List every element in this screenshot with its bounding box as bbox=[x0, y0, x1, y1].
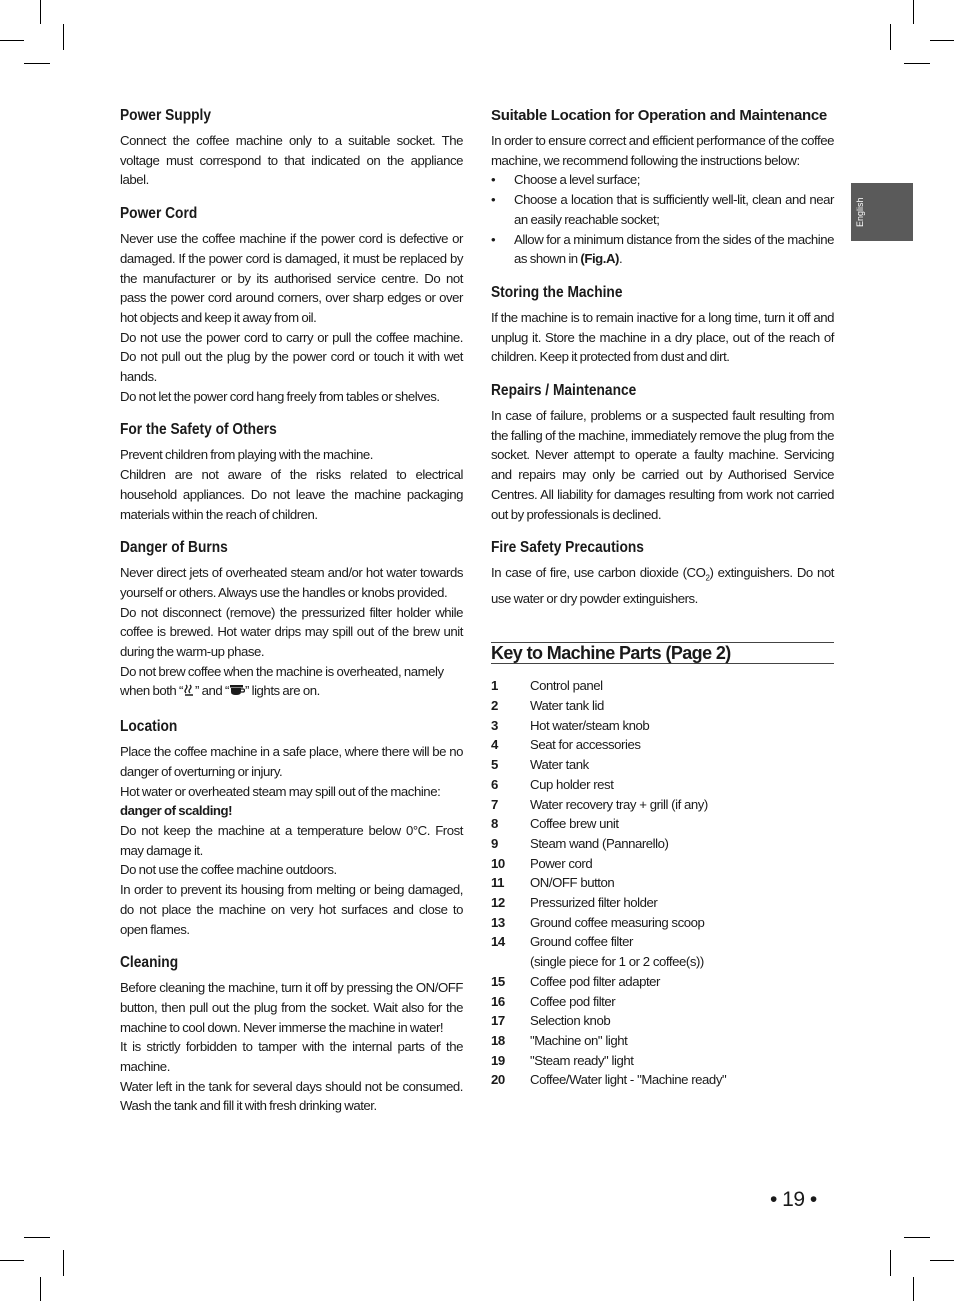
part-label: Control panel bbox=[530, 678, 603, 694]
heading-repairs: Repairs / Maintenance bbox=[491, 382, 637, 400]
part-number: 18 bbox=[491, 1032, 505, 1048]
section-power-supply bbox=[120, 106, 463, 190]
list-item bbox=[491, 873, 834, 893]
paragraph: Before cleaning the machine, turn it off by pressing the ON/OFF button, then pull out the plug from the socket. Wait also for the machine to cool down. Never immerse the machine in water! bbox=[120, 980, 463, 1035]
list-item bbox=[491, 795, 834, 815]
heading-power-cord: Power Cord bbox=[120, 205, 198, 223]
part-number: 5 bbox=[491, 757, 498, 773]
part-number: 7 bbox=[491, 796, 498, 812]
heading-safety-of-others: For the Safety of Others bbox=[120, 421, 277, 439]
left-column bbox=[120, 106, 463, 1130]
heading-location: Location bbox=[120, 718, 178, 736]
part-label: Pressurized filter holder bbox=[530, 895, 658, 911]
heading-fire-safety: Fire Safety Precautions bbox=[491, 539, 644, 557]
paragraph: Never use the coffee machine if the power cord is defective or damaged. If the power cord is damaged, it must be replaced by the manufacturer or by its authorised service centre. Do not pass the power cord around corners, over sharp edges or over hot objects and keep it away from oil. bbox=[120, 231, 463, 325]
language-tab-label: English bbox=[855, 197, 865, 227]
part-label: Coffee pod filter adapter bbox=[530, 973, 661, 989]
heading-storing: Storing the Machine bbox=[491, 283, 623, 301]
part-label: Water recovery tray + grill (if any) bbox=[530, 796, 708, 812]
co2-subscript: 2 bbox=[705, 573, 710, 583]
part-label: Ground coffee filter bbox=[530, 934, 633, 950]
part-label: Coffee/Water light - "Machine ready" bbox=[530, 1072, 727, 1088]
paragraph: Place the coffee machine in a safe place, where there will be no danger of overturning or injury. bbox=[120, 744, 463, 779]
part-label: Hot water/steam knob bbox=[530, 717, 650, 733]
paragraph: In order to prevent its housing from melting or being damaged, do not place the machine on very hot surfaces and close to open flames. bbox=[120, 882, 463, 937]
part-number: 9 bbox=[491, 835, 498, 851]
paragraph: Children are not aware of the risks related to electrical household appliances. Do not leave the machine packaging materials within the reach of children. bbox=[120, 467, 463, 522]
part-sublabel: (single piece for 1 or 2 coffee(s)) bbox=[530, 954, 704, 970]
list-item bbox=[491, 854, 834, 874]
list-item bbox=[491, 992, 834, 1012]
burns-text-after: ” lights are on. bbox=[244, 683, 320, 699]
paragraph: It is strictly forbidden to tamper with the internal parts of the machine. bbox=[120, 1039, 463, 1075]
part-number: 8 bbox=[491, 816, 498, 832]
section-cleaning bbox=[120, 953, 463, 1116]
heading-power-supply: Power Supply bbox=[120, 107, 211, 124]
section-safety-of-others bbox=[120, 420, 463, 524]
coffee-cup-icon bbox=[229, 683, 245, 703]
part-number: 4 bbox=[491, 737, 498, 753]
paragraph bbox=[491, 563, 834, 608]
part-label: Water tank bbox=[530, 757, 589, 773]
list-item bbox=[491, 932, 834, 952]
list-item bbox=[491, 834, 834, 854]
part-label: ON/OFF button bbox=[530, 875, 615, 891]
bullet-text-end: . bbox=[619, 251, 623, 267]
paragraph: Do not disconnect (remove) the pressurized filter holder while coffee is brewed. Hot water drips may spill out of the brew unit during the warm-up phase. bbox=[120, 604, 463, 660]
language-tab bbox=[851, 183, 913, 241]
list-item bbox=[491, 716, 834, 736]
heading-suitable-location: Suitable Location for Operation and Maintenance bbox=[491, 107, 827, 124]
part-number: 20 bbox=[491, 1072, 505, 1088]
part-number: 17 bbox=[491, 1013, 505, 1029]
list-item bbox=[491, 913, 834, 933]
list-item bbox=[491, 755, 834, 775]
list-item bbox=[491, 893, 834, 913]
fire-text-before: In case of fire, use carbon dioxide (CO bbox=[491, 565, 706, 581]
part-label: "Machine on" light bbox=[530, 1032, 628, 1048]
heading-danger-of-burns: Danger of Burns bbox=[120, 539, 228, 557]
part-number: 13 bbox=[491, 914, 505, 930]
location-bullet-list bbox=[491, 170, 834, 269]
part-number: 11 bbox=[491, 875, 505, 891]
paragraph: Prevent children from playing with the machine. bbox=[120, 447, 373, 463]
part-number: 1 bbox=[491, 678, 498, 694]
paragraph bbox=[120, 801, 463, 821]
part-label: "Steam ready" light bbox=[530, 1052, 634, 1068]
part-number: 12 bbox=[491, 895, 505, 911]
burns-text-middle: ” and “ bbox=[194, 683, 229, 699]
section-suitable-location bbox=[491, 106, 834, 269]
part-number: 14 bbox=[491, 934, 505, 950]
paragraph: Water left in the tank for several days should not be consumed. Wash the tank and fill it with fresh drinking water. bbox=[120, 1078, 463, 1114]
list-item bbox=[491, 1051, 834, 1071]
list-item bbox=[491, 1031, 834, 1051]
part-label: Coffee brew unit bbox=[530, 816, 619, 832]
right-column bbox=[491, 106, 834, 1090]
list-item bbox=[491, 775, 834, 795]
paragraph: Do not keep the machine at a temperature below 0°C. Frost may damage it. bbox=[120, 822, 463, 858]
paragraph: Do not use the power cord to carry or pull the coffee machine. Do not pull out the plug by the power cord or touch it with wet hands. bbox=[120, 329, 463, 385]
part-label: Selection knob bbox=[530, 1013, 611, 1029]
paragraph: If the machine is to remain inactive for a long time, turn it off and unplug it. Store the machine in a dry place, out of the reach of children. Keep it protected from dust and dirt. bbox=[491, 309, 834, 365]
paragraph: Connect the coffee machine only to a suitable socket. The voltage must correspond to that indicated on the appliance label. bbox=[120, 133, 463, 188]
fire-text-after: ) extinguishers. Do not use water or dry powder extinguishers. bbox=[491, 565, 835, 606]
list-item: • Choose a level surface; bbox=[491, 170, 834, 190]
burns-text-before: Do not brew coffee when the machine is overheated, namely when both “ bbox=[120, 663, 444, 699]
part-number: 16 bbox=[491, 993, 505, 1009]
part-label: Coffee pod filter bbox=[530, 993, 616, 1009]
part-label: Cup holder rest bbox=[530, 776, 614, 792]
section-danger-of-burns bbox=[120, 538, 463, 703]
part-number: 10 bbox=[491, 855, 505, 871]
paragraph: In case of failure, problems or a suspected fault resulting from the falling of the machine, immediately remove the plug from the socket. Never attempt to operate a faulty machine. Servicing and repairs may only be carried out by Authorised Service Centres. All liability for damages resulting from work not carried out by professionals is declined. bbox=[491, 408, 834, 522]
section-power-cord bbox=[120, 204, 463, 406]
page-number: • 19 • bbox=[770, 1188, 817, 1211]
figure-reference: (Fig.A) bbox=[580, 251, 620, 267]
paragraph: Never direct jets of overheated steam and/or hot water towards yourself or others. Always use the handles or knobs provided. bbox=[120, 565, 463, 600]
paragraph bbox=[120, 662, 463, 703]
key-parts-heading: Key to Machine Parts (Page 2) bbox=[491, 642, 834, 664]
section-repairs bbox=[491, 381, 834, 524]
list-item bbox=[491, 1070, 834, 1090]
part-label: Ground coffee measuring scoop bbox=[530, 914, 705, 930]
part-label: Seat for accessories bbox=[530, 737, 641, 753]
section-location bbox=[120, 717, 463, 939]
part-number: 15 bbox=[491, 973, 505, 989]
scalding-warning: danger of scalding! bbox=[120, 803, 233, 819]
paragraph: Hot water or overheated steam may spill out of the machine: bbox=[120, 783, 441, 799]
list-item bbox=[491, 735, 834, 755]
heading-cleaning: Cleaning bbox=[120, 954, 179, 972]
list-item bbox=[491, 972, 834, 992]
part-label: Steam wand (Pannarello) bbox=[530, 835, 669, 851]
list-item bbox=[491, 230, 834, 269]
list-item bbox=[491, 1011, 834, 1031]
part-label: Water tank lid bbox=[530, 698, 604, 713]
section-storing bbox=[491, 283, 834, 367]
list-item bbox=[491, 676, 834, 696]
part-number: 6 bbox=[491, 776, 498, 792]
bullet-text: Allow for a minimum distance from the sides of the machine as shown in bbox=[514, 231, 834, 267]
section-fire-safety bbox=[491, 538, 834, 608]
part-label: Power cord bbox=[530, 855, 593, 871]
paragraph: Do not use the coffee machine outdoors. bbox=[120, 862, 337, 878]
parts-list bbox=[491, 676, 834, 1090]
part-number: 19 bbox=[491, 1052, 505, 1068]
list-item bbox=[491, 814, 834, 834]
list-item bbox=[491, 696, 834, 716]
paragraph: In order to ensure correct and efficient performance of the coffee machine, we recommend following the instructions below: bbox=[491, 133, 834, 168]
paragraph: Do not let the power cord hang freely from tables or shelves. bbox=[120, 388, 440, 404]
part-number: 3 bbox=[491, 717, 498, 733]
steam-icon bbox=[183, 683, 195, 703]
part-number: 2 bbox=[491, 698, 498, 713]
list-item: • Choose a location that is sufficiently well-lit, clean and near an easily reachable socket; bbox=[491, 190, 834, 229]
